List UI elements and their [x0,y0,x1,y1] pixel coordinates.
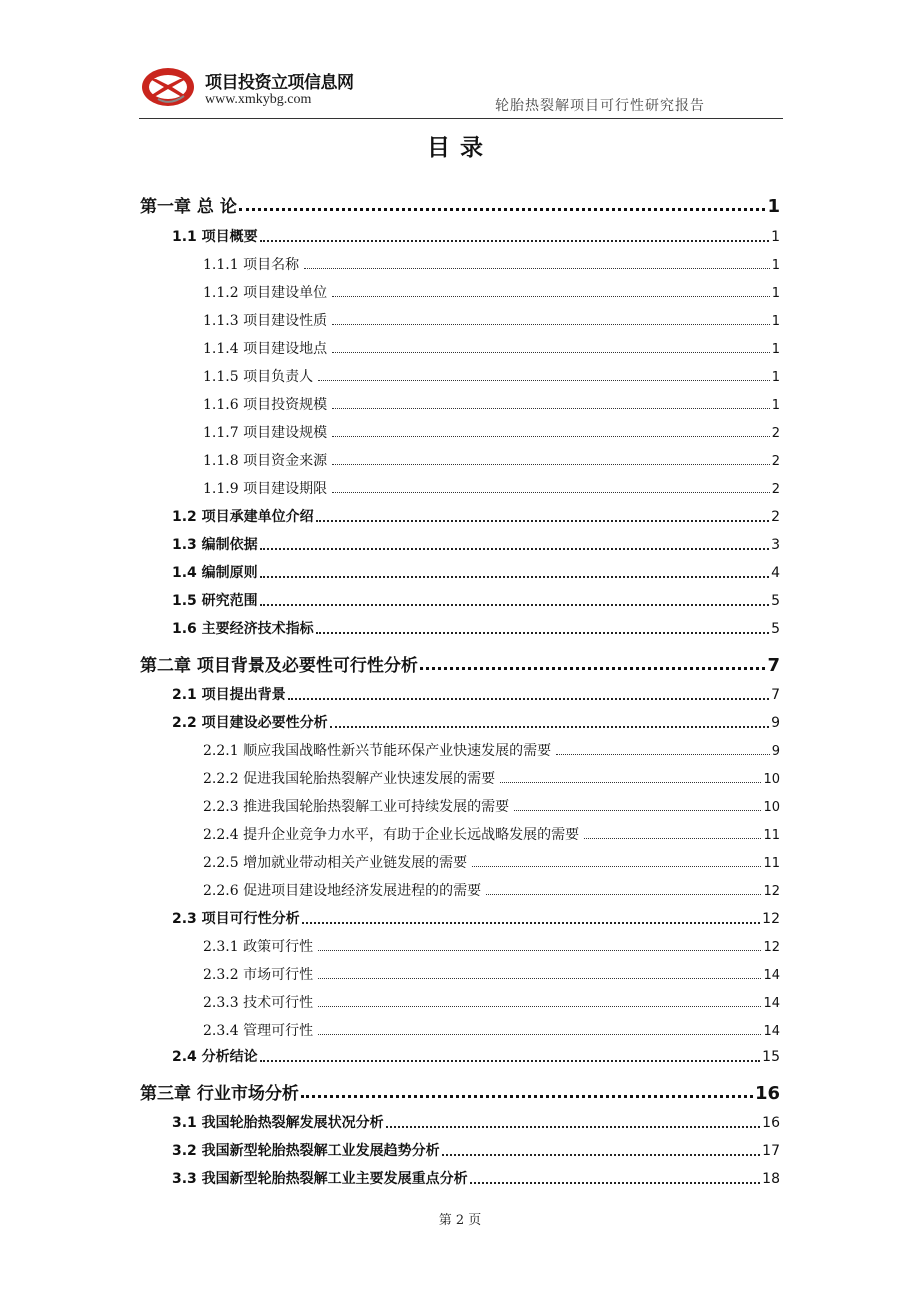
toc-entry-page: 9 [771,715,780,731]
toc-entry-page: 17 [762,1143,780,1159]
toc-entry-page: 2 [771,454,780,469]
toc-leader-dots [386,1126,760,1128]
toc-entry-label: 1.4 编制原则 [172,565,258,581]
toc-leader-dots [318,380,770,381]
toc-entry-sec[interactable] [172,684,780,704]
toc-entry-page: 7 [771,687,780,703]
toc-entry-label: 1.1.9 项目建设期限 [203,481,328,497]
toc-entry-sub[interactable] [203,880,780,900]
toc-leader-dots [288,698,769,700]
toc-entry-label: 2.2.5 增加就业带动相关产业链发展的需要 [203,855,468,871]
toc-entry-page: 1 [767,196,780,217]
toc-entry-label: 第三章 行业市场分析 [140,1084,299,1104]
toc-entry-label: 1.5 研究范围 [172,593,258,609]
toc-entry-sub[interactable] [203,310,780,330]
site-url[interactable]: www.xmkybg.com [205,92,312,107]
toc-entry-label: 1.1.3 项目建设性质 [203,313,328,329]
toc-entry-label: 2.3.1 政策可行性 [203,939,314,955]
toc-entry-label: 2.2 项目建设必要性分析 [172,715,328,731]
toc-leader-dots [260,548,769,550]
toc-entry-page: 4 [771,565,780,581]
toc-entry-label: 1.1.1 项目名称 [203,257,300,273]
toc-leader-dots [302,922,760,924]
toc-entry-sec[interactable] [172,1168,780,1188]
toc-entry-label: 2.3.4 管理可行性 [203,1023,314,1039]
toc-entry-page: 18 [762,1171,780,1187]
toc-leader-dots [556,754,770,755]
toc-entry-label: 1.3 编制依据 [172,537,258,553]
toc-entry-page: 12 [763,940,780,955]
toc-leader-dots [470,1182,760,1184]
toc-entry-label: 1.1.8 项目资金来源 [203,453,328,469]
toc-leader-dots [500,782,761,783]
toc-leader-dots [318,950,761,951]
toc-leader-dots [442,1154,760,1156]
toc-entry-page: 14 [763,968,780,983]
brand-name: 项目投资立项信息网 [205,73,354,93]
toc-entry-label: 2.3.3 技术可行性 [203,995,314,1011]
toc-leader-dots [584,838,761,839]
toc-entry-sec[interactable] [172,534,780,554]
toc-leader-dots [332,436,770,437]
toc-entry-sec[interactable] [172,1046,780,1066]
toc-entry-label: 2.2.3 推进我国轮胎热裂解工业可持续发展的需要 [203,799,510,815]
toc-entry-label: 2.2.2 促进我国轮胎热裂解产业快速发展的需要 [203,771,496,787]
toc-leader-dots [260,604,769,606]
toc-entry-label: 1.1.7 项目建设规模 [203,425,328,441]
toc-entry-page: 1 [771,258,780,273]
toc-entry-sub[interactable] [203,282,780,302]
toc-entry-page: 11 [763,828,780,843]
toc-entry-sub[interactable] [203,1020,780,1040]
toc-entry-label: 2.3 项目可行性分析 [172,911,300,927]
toc-entry-sec[interactable] [172,1140,780,1160]
toc-entry-page: 10 [763,800,780,815]
toc-entry-label: 第二章 项目背景及必要性可行性分析 [140,656,418,676]
toc-leader-dots [260,1060,760,1062]
toc-entry-page: 1 [771,314,780,329]
toc-entry-label: 2.2.6 促进项目建设地经济发展进程的的需要 [203,883,482,899]
toc-entry-page: 12 [763,884,780,899]
toc-leader-dots [318,978,761,979]
document-title: 轮胎热裂解项目可行性研究报告 [495,98,705,114]
toc-entry-page: 7 [767,655,780,676]
toc-entry-ch[interactable] [140,651,780,676]
toc-entry-page: 12 [762,911,780,927]
toc-entry-sub[interactable] [203,852,780,872]
toc-entry-sec[interactable] [172,1112,780,1132]
toc-entry-label: 2.3.2 市场可行性 [203,967,314,983]
toc-leader-dots [332,492,770,493]
toc-entry-ch[interactable] [140,1079,780,1104]
toc-entry-page: 2 [771,509,780,525]
toc-entry-sec[interactable] [172,590,780,610]
toc-entry-sec[interactable] [172,712,780,732]
toc-entry-label: 3.3 我国新型轮胎热裂解工业主要发展重点分析 [172,1171,468,1187]
toc-heading: 目录 [427,135,493,161]
toc-leader-dots [420,667,766,670]
toc-entry-page: 14 [763,1024,780,1039]
toc-entry-page: 1 [771,398,780,413]
toc-leader-dots [260,240,769,242]
toc-entry-sub[interactable] [203,338,780,358]
toc-entry-sub[interactable] [203,936,780,956]
toc-entry-label: 3.2 我国新型轮胎热裂解工业发展趋势分析 [172,1143,440,1159]
toc-leader-dots [304,268,770,269]
toc-entry-page: 1 [771,370,780,385]
toc-leader-dots [318,1006,761,1007]
toc-entry-sub[interactable] [203,740,780,760]
toc-entry-sec[interactable] [172,908,780,928]
page-number: 第 2 页 [438,1213,482,1228]
toc-entry-label: 1.6 主要经济技术指标 [172,621,314,637]
toc-entry-page: 10 [763,772,780,787]
toc-entry-page: 9 [771,744,780,759]
toc-entry-sub[interactable] [203,366,780,386]
toc-entry-page: 11 [763,856,780,871]
toc-entry-page: 16 [762,1115,780,1131]
toc-entry-label: 2.2.4 提升企业竞争力水平，有助于企业长远战略发展的需要 [203,827,580,843]
toc-leader-dots [301,1095,753,1098]
toc-entry-label: 1.1.5 项目负责人 [203,369,314,385]
toc-entry-page: 1 [771,342,780,357]
toc-entry-page: 3 [771,537,780,553]
toc-leader-dots [514,810,761,811]
toc-leader-dots [332,408,770,409]
toc-leader-dots [472,866,761,867]
toc-entry-sub[interactable] [203,422,780,442]
toc-entry-sec[interactable] [172,618,780,638]
toc-entry-sub[interactable] [203,964,780,984]
toc-entry-sec[interactable] [172,226,780,246]
toc-entry-page: 5 [771,593,780,609]
toc-leader-dots [316,520,769,522]
toc-entry-sub[interactable] [203,824,780,844]
toc-entry-sub[interactable] [203,478,780,498]
toc-entry-page: 2 [771,482,780,497]
toc-entry-page: 15 [762,1049,780,1065]
toc-leader-dots [260,576,769,578]
toc-entry-sub[interactable] [203,450,780,470]
toc-entry-label: 1.2 项目承建单位介绍 [172,509,314,525]
toc-entry-sub[interactable] [203,254,780,274]
toc-entry-page: 5 [771,621,780,637]
toc-entry-sub[interactable] [203,992,780,1012]
toc-leader-dots [332,296,770,297]
toc-entry-page: 16 [754,1083,780,1104]
toc-entry-sub[interactable] [203,768,780,788]
toc-leader-dots [239,208,766,211]
toc-leader-dots [332,324,770,325]
toc-entry-page: 14 [763,996,780,1011]
toc-entry-label: 第一章 总 论 [140,197,237,217]
toc-entry-label: 1.1.4 项目建设地点 [203,341,328,357]
toc-entry-label: 1.1.2 项目建设单位 [203,285,328,301]
toc-entry-label: 1.1.6 项目投资规模 [203,397,328,413]
toc-entry-label: 2.1 项目提出背景 [172,687,286,703]
toc-entry-sub[interactable] [203,394,780,414]
toc-leader-dots [316,632,769,634]
toc-leader-dots [332,464,770,465]
toc-leader-dots [486,894,761,895]
toc-entry-label: 1.1 项目概要 [172,229,258,245]
toc-entry-ch[interactable] [140,192,780,217]
toc-entry-label: 2.4 分析结论 [172,1049,258,1065]
toc-entry-sec[interactable] [172,506,780,526]
toc-entry-sec[interactable] [172,562,780,582]
toc-entry-page: 2 [771,426,780,441]
toc-entry-page: 1 [771,286,780,301]
toc-leader-dots [330,726,769,728]
toc-leader-dots [318,1034,761,1035]
toc-entry-label: 2.2.1 顺应我国战略性新兴节能环保产业快速发展的需要 [203,743,552,759]
toc-entry-sub[interactable] [203,796,780,816]
toc-entry-label: 3.1 我国轮胎热裂解发展状况分析 [172,1115,384,1131]
toc-entry-page: 1 [771,229,780,245]
toc-leader-dots [332,352,770,353]
